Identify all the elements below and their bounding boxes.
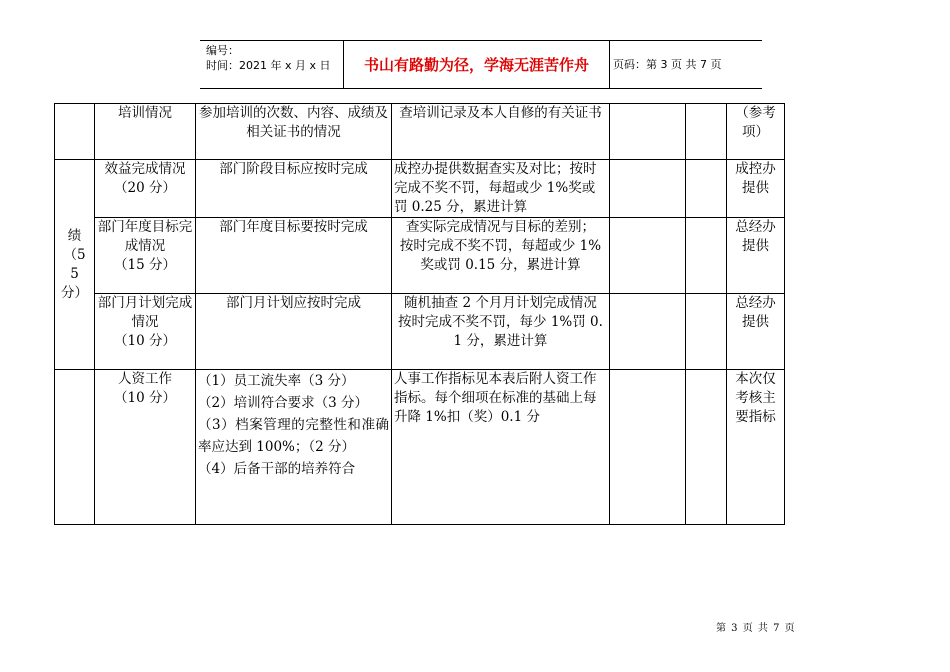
- assessment-table: [54, 103, 785, 525]
- standard-cell: 参加培训的次数、内容、成绩及相关证书的情况: [196, 104, 392, 160]
- table-row: [55, 218, 785, 294]
- table-row: [55, 294, 785, 370]
- source-cell: （参考项）: [727, 104, 785, 160]
- document-number-label: 编号：: [206, 44, 239, 57]
- standard-cell: （1）员工流失率（3 分） （2）培训符合要求（3 分） （3）档案管理的完整性和准确率应达到 100%；（2 分） （4）后备干部的培养符合: [196, 370, 392, 525]
- blank-cell: [610, 294, 686, 370]
- item-cell: 部门年度目标完成情况 （15 分）: [95, 218, 196, 294]
- table-row: [55, 160, 785, 218]
- table-row: [55, 370, 785, 525]
- item-cell: 部门月计划完成情况 （10 分）: [95, 294, 196, 370]
- source-cell: 总经办提供: [727, 218, 785, 294]
- category-cell: 绩（55 分）: [55, 160, 95, 370]
- item-cell: 效益完成情况 （20 分）: [95, 160, 196, 218]
- category-cell-empty: [55, 370, 95, 525]
- method-cell: 成控办提供数据查实及对比；按时完成不奖不罚，每超或少 1%奖或罚 0.25 分，累进计算: [392, 160, 610, 218]
- item-cell: 人资工作 （10 分）: [95, 370, 196, 525]
- blank-cell: [610, 370, 686, 525]
- item-cell: 培训情况: [95, 104, 196, 160]
- standard-cell: 部门月计划应按时完成: [196, 294, 392, 370]
- source-cell: 成控办提供: [727, 160, 785, 218]
- standard-cell: 部门年度目标要按时完成: [196, 218, 392, 294]
- page-footer: 第 3 页 共 7 页: [716, 623, 796, 634]
- header-divider: [609, 40, 610, 88]
- source-cell: 总经办提供: [727, 294, 785, 370]
- header-page-info: 页码：第 3 页 共 7 页: [613, 58, 722, 71]
- method-cell: 随机抽查 2 个月月计划完成情况 按时完成不奖不罚，每少 1%罚 0.1 分，累进计算: [392, 294, 610, 370]
- blank-cell: [686, 104, 727, 160]
- blank-cell: [610, 160, 686, 218]
- category-cell-empty: [55, 104, 95, 160]
- header-motto: 书山有路勤为径，学海无涯苦作舟: [363, 55, 589, 74]
- table-row: [55, 104, 785, 160]
- header-bottom-rule: [200, 88, 762, 89]
- blank-cell: [686, 294, 727, 370]
- blank-cell: [610, 218, 686, 294]
- blank-cell: [610, 104, 686, 160]
- header-meta: [206, 40, 342, 88]
- source-cell: 本次仅考核主要指标: [727, 370, 785, 525]
- method-cell: 人事工作指标见本表后附人资工作指标。每个细项在标准的基础上每升降 1%扣（奖）0.1 分: [392, 370, 610, 525]
- blank-cell: [686, 160, 727, 218]
- document-date: 时间：2021 年 x 月 x 日: [206, 59, 331, 72]
- blank-cell: [686, 370, 727, 525]
- blank-cell: [686, 218, 727, 294]
- standard-cell: 部门阶段目标应按时完成: [196, 160, 392, 218]
- method-cell: 查培训记录及本人自修的有关证书: [392, 104, 610, 160]
- method-cell: 查实际完成情况与目标的差别； 按时完成不奖不罚，每超或少 1%奖或罚 0.15 分，累进计算: [392, 218, 610, 294]
